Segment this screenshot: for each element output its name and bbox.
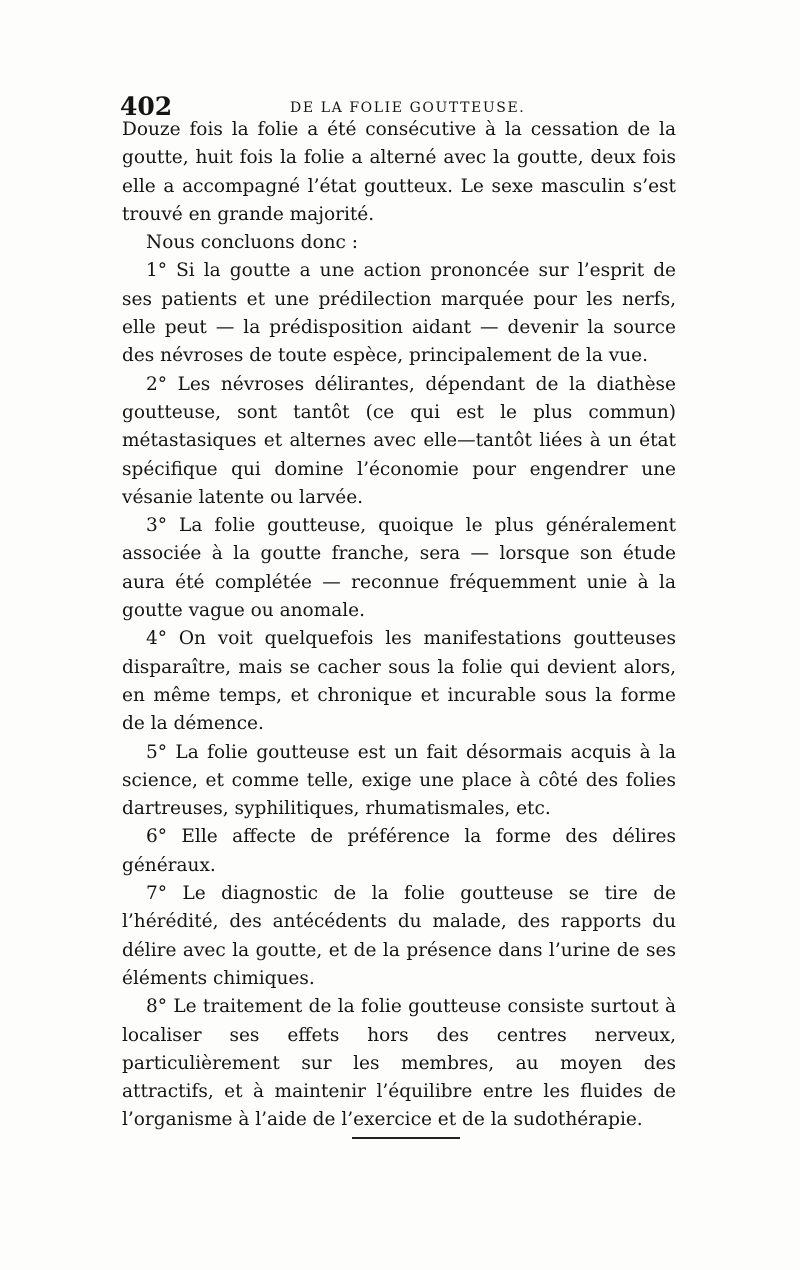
end-rule xyxy=(352,1137,460,1139)
conclusion-item-5: 5° La folie goutteuse est un fait désormais acquis à la science, et comme telle, exige une place à côté des folies dartreuses, syphilitiques, rhumatismales, etc. xyxy=(122,741,676,820)
paragraph-conclusion-lead: Nous concluons donc : xyxy=(146,232,359,254)
page-number: 402 xyxy=(120,92,173,121)
conclusion-item-7: 7° Le diagnostic de la folie goutteuse se tire de l’hérédité, des antécédents du malade, des rapports du délire avec la goutte, et de la présence dans l’urine de ses éléments chimiques. xyxy=(122,883,676,989)
conclusion-item-2: 2° Les névroses délirantes, dépendant de la diathèse goutteuse, sont tantôt (ce qui est le plus commun) métastasiques et alternes avec elle—tantôt liées à un état spécifique qui domine l’économie pour engendrer une vésanie latente ou larvée. xyxy=(122,373,676,508)
conclusion-item-3: 3° La folie goutteuse, quoique le plus généralement associée à la goutte franche, sera — lorsque son étude aura été complétée — reconnue fréquemment unie à la goutte vague ou anomale. xyxy=(122,515,676,622)
conclusion-item-4: 4° On voit quelquefois les manifestations goutteuses disparaître, mais se cacher sous la folie qui devient alors, en même temps, et chronique et incurable sous la forme de la démence. xyxy=(122,628,676,735)
conclusion-item-1: 1° Si la goutte a une action prononcée sur l’esprit de ses patients et une prédilection marquée pour les nerfs, elle peut — la prédisposition aidant — devenir la source des névroses de toute espèce, principalement de la vue. xyxy=(122,260,676,367)
body-text xyxy=(122,116,676,1135)
paragraph-intro: Douze fois la folie a été consécutive à la cessation de la goutte, huit fois la folie a alterné avec la goutte, deux fois elle a accompagné l’état goutteux. Le sexe masculin s’est trouvé en grande majorité. xyxy=(122,119,676,225)
running-title: DE LA FOLIE GOUTTEUSE. xyxy=(290,100,526,116)
conclusion-item-8: 8° Le traitement de la folie goutteuse consiste surtout à localiser ses effets hors des centres nerveux, particulièrement sur les membres, au moyen des attractifs, et à maintenir l’équilibre entre les fluides de l’organisme à l’aide de l’exercice et de la sudothérapie. xyxy=(122,996,676,1131)
conclusion-item-6: 6° Elle affecte de préférence la forme des délires généraux. xyxy=(122,826,676,876)
